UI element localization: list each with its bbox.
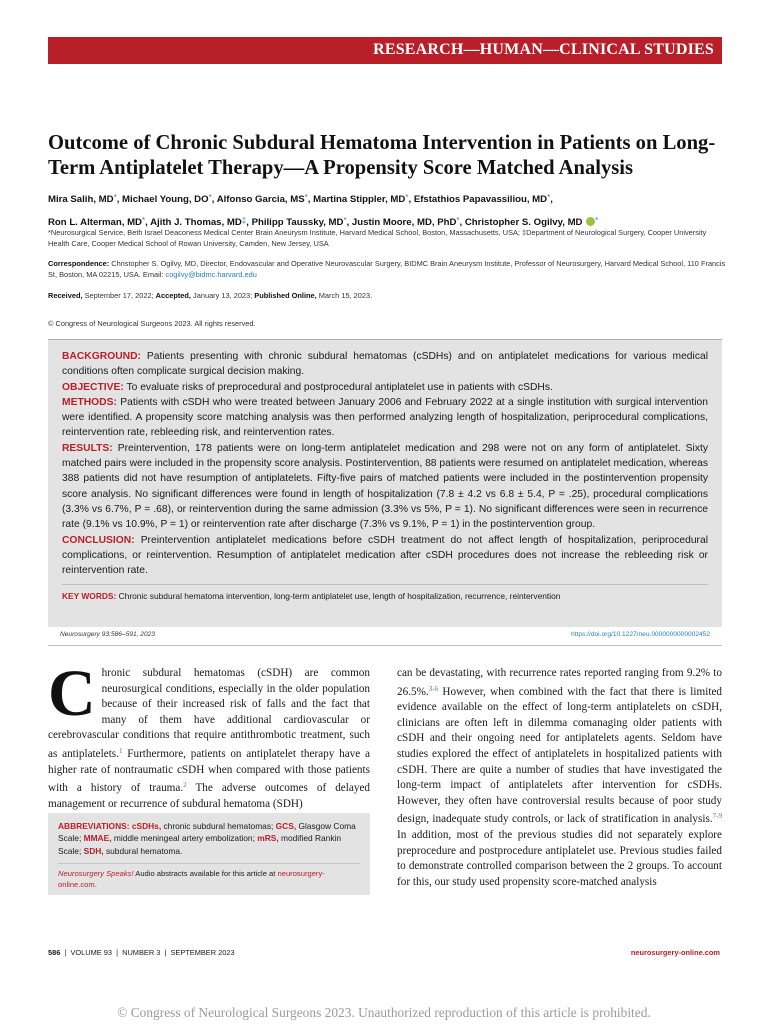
author-list: Mira Salih, MD*, Michael Young, DO*, Alfonso Garcia, MS*, Martina Stippler, MD*, Efstathios Papavassiliou, MD*, Ron L. Alterman, MD*, Ajith J. Thomas, MD‡, Philipp Taussky, MD*, Justin Moore, MD, PhD*, Christopher S. Ogilvy, MD *: [48, 193, 599, 228]
reference-link[interactable]: 2: [183, 781, 187, 790]
doi-link[interactable]: https://doi.org/10.1227/neu.0000000000002452: [571, 631, 710, 638]
body-column-left: Chronic subdural hematomas (cSDH) are common neurosurgical conditions, especially in the older population because of their increased risk of falls and the fact that many of them have additional cardiovascular or cerebrovascular conditions that require antithrombotic treatment, such as antiplatelets.$^1$ Furthermore, patients on antiplatelet therapy have a higher rate of nontraumatic cSDH when compared with those patients with a history of trauma.$^2$ The adverse outcomes of delayed management or recurrence of subdural hematoma (SDH): [48, 657, 371, 810]
volume: VOLUME 93: [70, 948, 112, 957]
drop-cap: C: [48, 657, 96, 730]
page-footer: 586 | VOLUME 93 | NUMBER 3 | SEPTEMBER 2023: [48, 948, 235, 957]
divider: [48, 645, 722, 646]
abstract-methods: METHODS: Patients with cSDH who were treated between January 2006 and February 2022 at a single institution with surgical intervention were identified. A propensity score matching analysis was then performed analyzing length of hospitalization, periprocedural complications, reintervention rate, rebleeding risk, and reintervention rates.: [62, 396, 708, 439]
issue-number: NUMBER 3: [122, 948, 161, 957]
reference-link[interactable]: 3-6: [428, 684, 439, 693]
author-name[interactable]: Michael Young, DO: [122, 194, 209, 205]
abstract-results: RESULTS: Preintervention, 178 patients were on long-term antiplatelet medication and 298 were not on any form of antiplatelet. Sixty matched pairs were included in the propensity score analysis. Postintervention, 88 patients were resumed on antiplatelet medication, whereas 388 patients did not have resumption of antiplatelets. Fifty-five pairs of matched patients were included in the postintervention propensity score analysis. No significant differences were found in length of hospitalization (7.8 ± 4.2 vs 6.8 ± 5.4, P = .25), procedural complications (3.3% vs 6.7%, P = .68), or reintervention during the same admission (3.3% vs 5%, P = 1). No significant differences were seen in recurrence rate (9.1% vs 10.9%, P = 1) or reintervention rate after discharge (7.3% vs 9.1%, P = 1) in the postintervention group.: [62, 442, 708, 531]
citation-line: [60, 631, 710, 638]
reference-link[interactable]: 1: [118, 746, 123, 755]
page-number: 586: [48, 948, 61, 957]
copyright-watermark: © Congress of Neurological Surgeons 2023. Unauthorized reproduction of this article is prohibited.: [117, 1005, 651, 1020]
abstract-conclusion: CONCLUSION: Preintervention antiplatelet medications before cSDH treatment do not affect length of hospitalization, periprocedural complications, or reintervention. Resumption of antiplatelet medication after cSDH procedures does not increase the rebleeding risk or reintervention rate.: [62, 534, 708, 577]
orcid-icon[interactable]: [586, 217, 595, 226]
author-name[interactable]: Mira Salih, MD: [48, 194, 114, 205]
website-link[interactable]: neurosurgery-online.com: [58, 868, 325, 890]
author-name[interactable]: Ron L. Alterman, MD: [48, 217, 142, 228]
neurosurgery-speaks-note: Neurosurgery Speaks! Audio abstracts available for this article at neurosurgery-online.com.: [58, 863, 360, 891]
abstract-background: BACKGROUND: Patients presenting with chronic subdural hematomas (cSDHs) and on antiplatelet medications for various medical conditions often complicate surgical decision making.: [62, 351, 708, 378]
author-name[interactable]: Christopher S. Ogilvy, MD: [464, 217, 583, 228]
abstract-objective: OBJECTIVE: To evaluate risks of preprocedural and postprocedural antiplatelet use in patients with cSDHs.: [62, 381, 553, 393]
footer-website-link[interactable]: neurosurgery-online.com: [630, 948, 720, 957]
copyright-line: © Congress of Neurological Surgeons 2023. All rights reserved.: [48, 319, 256, 328]
author-name[interactable]: Justin Moore, MD, PhD: [351, 217, 457, 228]
author-name[interactable]: Efstathios Papavassiliou, MD: [413, 194, 548, 205]
author-name[interactable]: Martina Stippler, MD: [313, 194, 406, 205]
key-words: KEY WORDS: Chronic subdural hematoma intervention, long-term antiplatelet use, length of hospitalization, recurrence, reintervention: [62, 584, 708, 602]
abstract-box: [48, 339, 722, 627]
body-column-right: can be devastating, with recurrence rates reported ranging from 9.2% to 26.5%.$^{3-6}$ However, when combined with the fact that there is limited evidence available on the effect of long-term antiplatelets on cSDH, clinicians are often left in dilemma comanaging older patients with cSDH and their ongoing need for antiplatelets agents. Seldom have studies explored the effect of antiplatelets in hospitalized patients with cSDH. There are quite a number of studies that have investigated the long-term impact of antiplatelets after intervention for cSDHs. However, they often have controversial results because of poor study design, inadequate study controls, or lack of stratification in analysis.$^{7-9}$ In addition, most of the previous studies did not separately explore preprocedure and postprocedure antiplatelet use. Previous studies failed to demonstrate controlled comparison between the 2 groups. To account for this, our study used propensity score-matched analysis: [397, 667, 722, 888]
reference-link[interactable]: 7-9: [712, 812, 722, 821]
author-name[interactable]: Philipp Taussky, MD: [251, 217, 344, 228]
abbreviations-box: [48, 813, 370, 895]
issue-date: SEPTEMBER 2023: [170, 948, 235, 957]
author-name[interactable]: Ajith J. Thomas, MD: [150, 217, 242, 228]
abbreviations-list: ABBREVIATIONS: cSDHs, chronic subdural hematomas; GCS, Glasgow Coma Scale; MMAE, middle meningeal artery embolization; mRS, modified Rankin Scale; SDH, subdural hematoma.: [58, 821, 356, 856]
citation: Neurosurgery 93:586–591, 2023: [60, 631, 155, 638]
author-name[interactable]: Alfonso Garcia, MS: [216, 194, 305, 205]
correspondence-email-link[interactable]: cogilvy@bidmc.harvard.edu: [165, 270, 257, 279]
article-dates: Received, September 17, 2022; Accepted, January 13, 2023; Published Online, March 15, 2023.: [48, 291, 373, 300]
section-banner: RESEARCH—HUMAN—CLINICAL STUDIES: [48, 37, 722, 64]
correspondence: Correspondence: Christopher S. Ogilvy, MD, Director, Endovascular and Operative Neurovascular Surgery, BIDMC Brain Aneurysm Institute, Professor of Neurosurgery, Harvard Medical School, 110 Francis St, Boston, MA 02215, USA. Email: cogilvy@bidmc.harvard.edu: [48, 259, 726, 279]
article-title: Outcome of Chronic Subdural Hematoma Intervention in Patients on Long-Term Antiplatelet Therapy—A Propensity Score Matched Analysis: [48, 132, 716, 179]
affiliations: *Neurosurgical Service, Beth Israel Deaconess Medical Center Brain Aneurysm Institute, Harvard Medical School, Boston, Massachusetts, USA; ‡Department of Neurological Surgery, Cooper University Health Care, Cooper Medical School of Rowan University, Camden, New Jersey, USA: [48, 228, 707, 248]
